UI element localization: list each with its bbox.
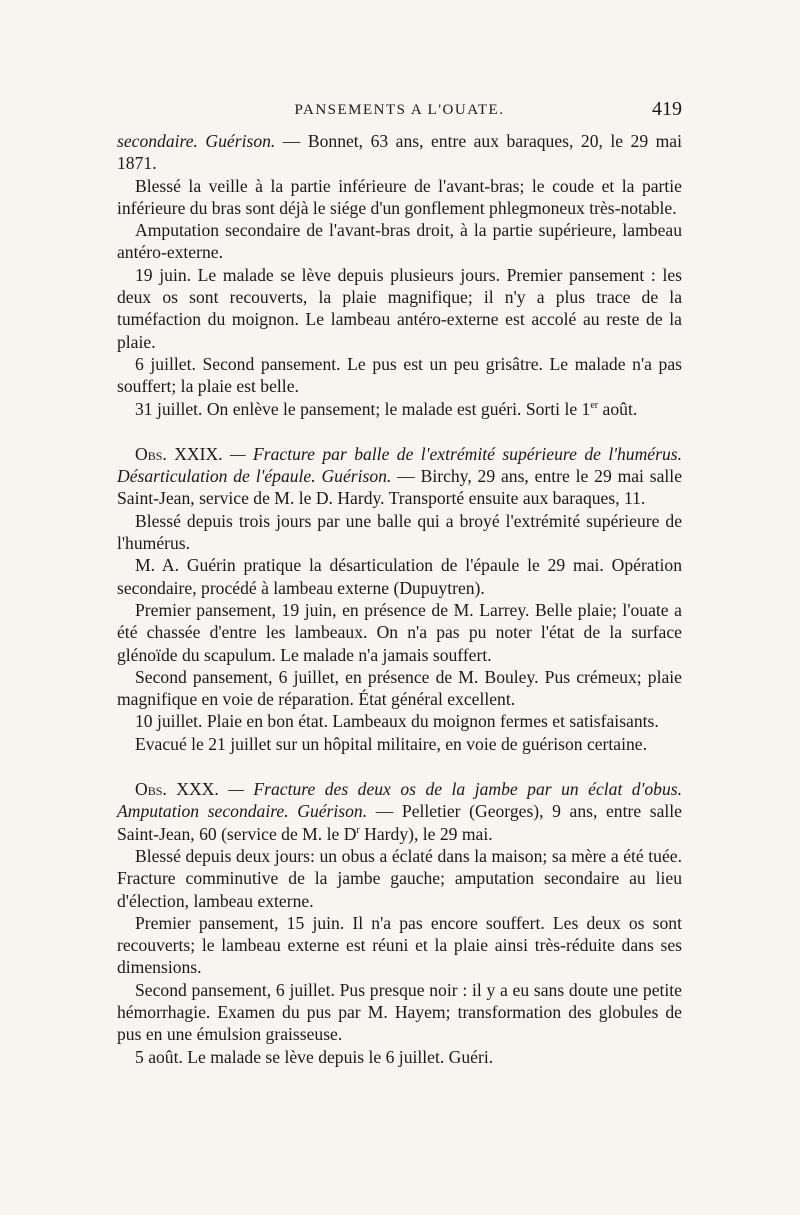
obs29-intro-text: — Birchy, 29 ans, entre le 29 mai salle Saint-Jean, service de M. le D. Hardy. Transporté ensuite aux baraques, 11.: [117, 466, 683, 509]
obs28-intro-text: — Bonnet, 63 ans, entre aux baraques, 20, le 29 mai 1871.: [117, 131, 682, 174]
page-number: 419: [652, 98, 682, 120]
paragraph: Premier pansement, 19 juin, en présence de M. Larrey. Belle plaie; l'ouate a été chassée d'entre les lambeaux. On n'a pas pu noter l'état de la surface glénoïde du scapulum. Le malade n'a jamais souffert.: [117, 599, 682, 665]
obs28-intro: [117, 130, 682, 175]
page-body: [117, 130, 682, 1068]
obs29-heading: [117, 443, 682, 510]
obs28-title: secondaire. Guérison.: [117, 131, 276, 151]
paragraph: 5 août. Le malade se lève depuis le 6 juillet. Guéri.: [135, 1046, 494, 1067]
obs29-title: — Fracture par balle de l'extrémité supérieure de l'humérus. Désarticulation de l'épaule. Guérison.: [117, 443, 682, 487]
paragraph: Blessé depuis trois jours par une balle qui a broyé l'extrémité supérieure de l'humérus.: [117, 510, 682, 554]
superscript: r: [356, 824, 360, 836]
paragraph: Amputation secondaire de l'avant-bras droit, à la partie supérieure, lambeau antéro-externe.: [117, 220, 682, 263]
obs30-heading: [117, 778, 682, 845]
paragraph: Blessé la veille à la partie inférieure de l'avant-bras; le coude et la partie inférieure du bras sont déjà le siége d'un gonflement phlegmoneux très-notable.: [117, 175, 682, 218]
text-run: 31 juillet. On enlève le pansement; le malade est guéri. Sorti le 1: [135, 398, 591, 419]
text-run: — Pelletier (Georges), 9 ans, entre salle Saint-Jean, 60 (service de M. le D: [117, 801, 682, 844]
paragraph: [117, 398, 682, 420]
page-header: [117, 98, 682, 124]
text-run: août.: [598, 398, 638, 419]
obs30-label: Obs. XXX.: [135, 779, 219, 800]
paragraph: M. A. Guérin pratique la désarticulation de l'épaule le 29 mai. Opération secondaire, procédé à lambeau externe (Dupuytren).: [117, 555, 682, 598]
obs30-title: — Fracture des deux os de la jambe par un éclat d'obus. Amputation secondaire. Guérison.: [117, 779, 683, 822]
paragraph: Second pansement, 6 juillet, en présence de M. Bouley. Pus crémeux; plaie magnifique en voie de réparation. État général excellent.: [117, 666, 682, 710]
paragraph: Second pansement, 6 juillet. Pus presque noir : il y a eu sans doute une petite hémorrhagie. Examen du pus par M. Hayem; transformation des globules de pus en une émulsion graisseuse.: [117, 979, 682, 1045]
paragraph: 19 juin. Le malade se lève depuis plusieurs jours. Premier pansement : les deux os sont recouverts, la plaie magnifique; il n'y a plus trace de la tuméfaction du moignon. Le lambeau antéro-externe est accolé au reste de la plaie.: [117, 264, 682, 352]
text-run: Hardy), le 29 mai.: [359, 823, 493, 844]
obs29-label: Obs. XXIX.: [135, 443, 223, 464]
paragraph: Blessé depuis deux jours: un obus a éclaté dans la maison; sa mère a été tuée. Fracture comminutive de la jambe gauche; amputation secondaire au lieu d'élection, lambeau externe.: [117, 845, 682, 911]
paragraph: 6 juillet. Second pansement. Le pus est un peu grisâtre. Le malade n'a pas souffert; la plaie est belle.: [117, 353, 682, 397]
paragraph: 10 juillet. Plaie en bon état. Lambeaux du moignon fermes et satisfaisants.: [135, 711, 659, 732]
superscript: er: [590, 399, 599, 411]
paragraph: Evacué le 21 juillet sur un hôpital militaire, en voie de guérison certaine.: [135, 733, 648, 754]
paragraph: Premier pansement, 15 juin. Il n'a pas encore souffert. Les deux os sont recouverts; le lambeau externe est réuni et la plaie ainsi très-réduite dans ses dimensions.: [117, 912, 682, 978]
running-title: PANSEMENTS A L'OUATE.: [294, 102, 505, 118]
